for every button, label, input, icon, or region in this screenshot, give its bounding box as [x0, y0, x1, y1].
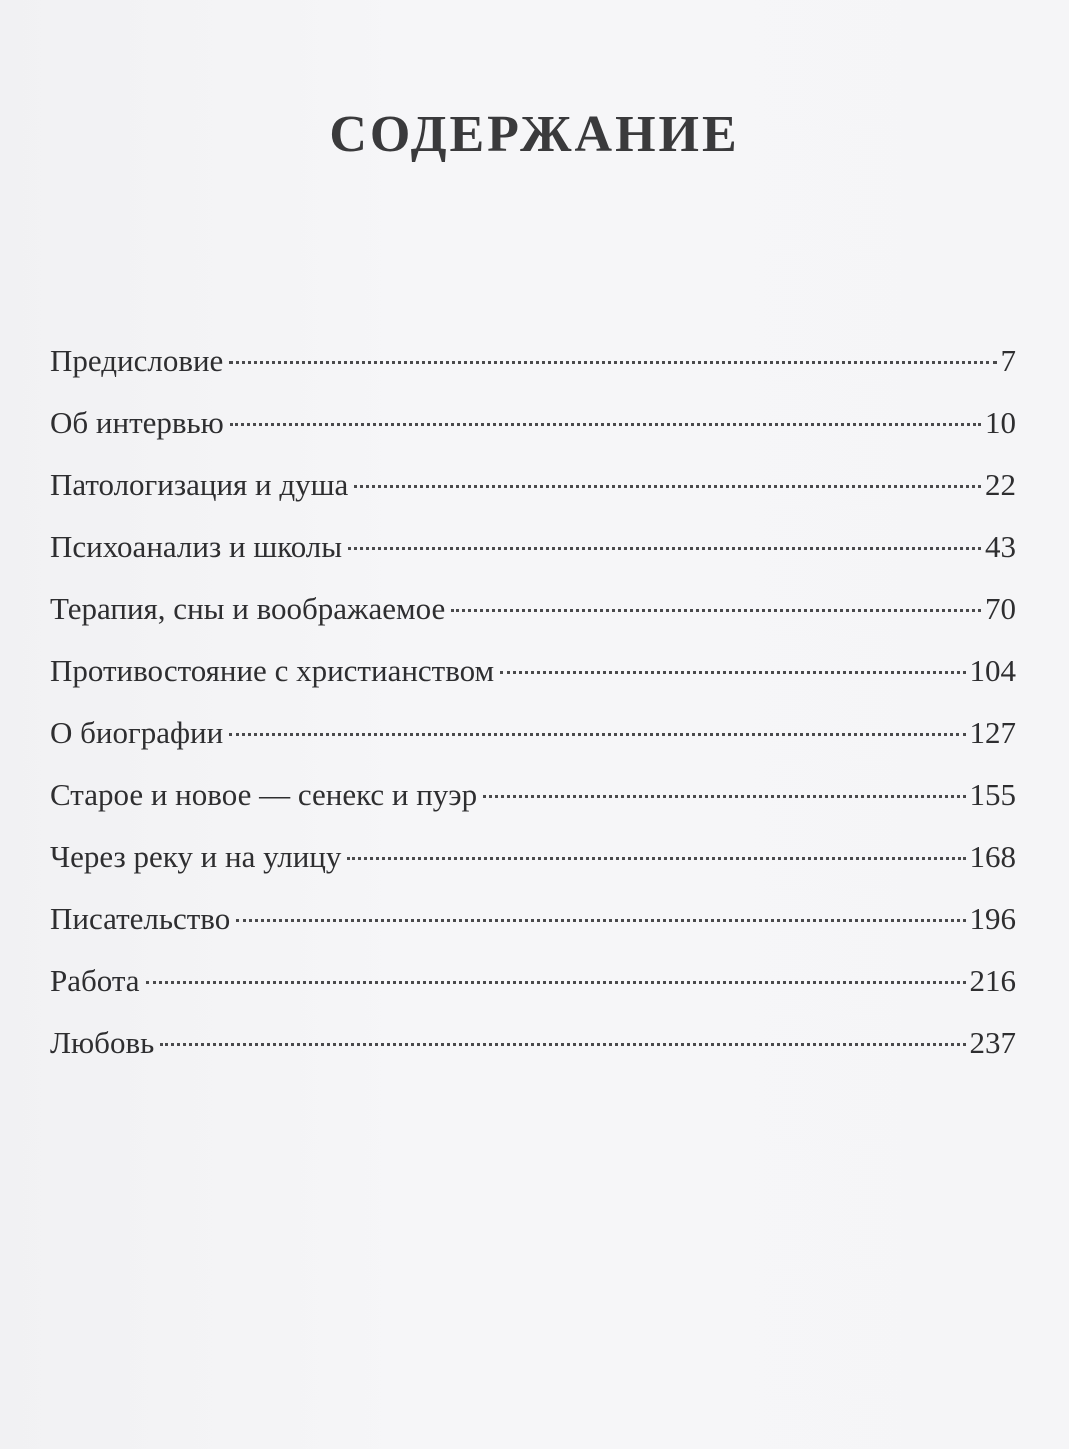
- dot-leader: [229, 733, 965, 736]
- toc-page-number: 216: [969, 963, 1016, 998]
- toc-entry-title: Психоанализ и школы: [50, 529, 343, 564]
- toc-entry-title: Патологизация и душа: [50, 467, 349, 502]
- toc-page-number: 196: [969, 901, 1016, 936]
- dot-leader: [229, 361, 996, 364]
- toc-entry-title: О биографии: [50, 715, 224, 750]
- dot-leader: [354, 485, 981, 488]
- dot-leader: [236, 919, 965, 922]
- toc-page-number: 104: [969, 653, 1016, 688]
- toc-page-number: 10: [985, 405, 1016, 440]
- toc-entry-senex-puer: [50, 764, 1016, 826]
- dot-leader: [483, 795, 965, 798]
- toc-page-number: 43: [985, 529, 1016, 564]
- toc-entry-about-interview: [50, 392, 1016, 454]
- dot-leader: [451, 609, 981, 612]
- dot-leader: [160, 1043, 965, 1046]
- toc-entry-title: Об интервью: [50, 405, 224, 440]
- dot-leader: [348, 547, 981, 550]
- toc-entry-title: Работа: [50, 963, 140, 998]
- toc-entry-title: Предисловие: [50, 343, 224, 378]
- toc-entry-title: Любовь: [50, 1025, 155, 1060]
- toc-entry-psychoanalysis: [50, 516, 1016, 578]
- toc-page-number: 22: [985, 467, 1016, 502]
- toc-page-number: 168: [969, 839, 1016, 874]
- dot-leader: [347, 857, 965, 860]
- toc-page-number: 237: [969, 1025, 1016, 1060]
- toc-entry-title: Терапия, сны и воображаемое: [50, 591, 446, 626]
- page-title: СОДЕРЖАНИЕ: [329, 106, 740, 163]
- dot-leader: [146, 981, 966, 984]
- toc-entry-title: Противостояние с христианством: [50, 653, 495, 688]
- toc-page-number: 155: [969, 777, 1016, 812]
- toc-entry-title: Через реку и на улицу: [50, 839, 342, 874]
- toc-entry-preface: [50, 330, 1016, 392]
- dot-leader: [230, 423, 981, 426]
- toc-entry-title: Старое и новое — сенекс и пуэр: [50, 777, 478, 812]
- toc-page-number: 70: [985, 591, 1016, 626]
- toc-entry-therapy: [50, 578, 1016, 640]
- toc-entry-writing: [50, 888, 1016, 950]
- dot-leader: [500, 671, 965, 674]
- toc-entry-love: [50, 1012, 1016, 1074]
- toc-entry-work: [50, 950, 1016, 1012]
- toc-page-number: 7: [1000, 343, 1016, 378]
- toc-entry-river-street: [50, 826, 1016, 888]
- toc-entry-christianity: [50, 640, 1016, 702]
- toc-page-number: 127: [969, 715, 1016, 750]
- toc-entry-biography: [50, 702, 1016, 764]
- toc-entry-title: Писательство: [50, 901, 231, 936]
- toc-entry-pathologizing: [50, 454, 1016, 516]
- table-of-contents: [50, 330, 1016, 1074]
